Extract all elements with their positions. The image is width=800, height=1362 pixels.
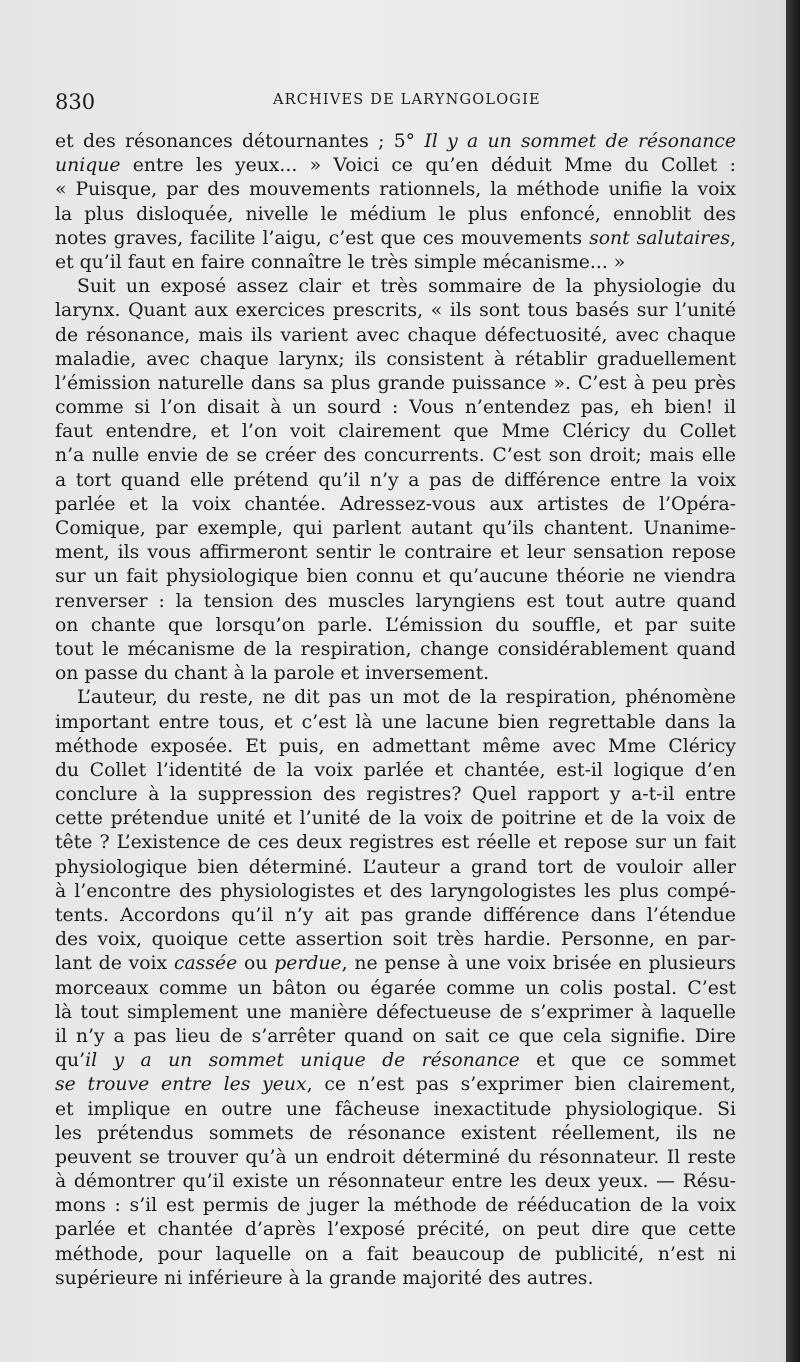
text-run: on passe du chant à la parole et inversement. <box>55 663 490 685</box>
italic-text: il y a un sommet unique de résonance <box>85 1050 520 1072</box>
text-line <box>55 590 736 614</box>
text-line <box>55 444 736 468</box>
text-line <box>55 517 736 541</box>
italic-text: sont salutaires <box>589 227 731 249</box>
text-run: Suit un exposé assez clair et très sommaire de la physiologie du <box>77 276 736 298</box>
text-line <box>55 275 736 299</box>
text-run: du Collet l’identité de la voix parlée et chantée, est-il logique d’en <box>55 759 736 781</box>
text-run: là tout simplement une manière défectueuse de s’exprimer à laquelle <box>55 1001 737 1023</box>
text-line <box>55 856 736 880</box>
text-line <box>55 783 736 807</box>
text-run: qu’ <box>55 1050 86 1072</box>
text-run: larynx. Quant aux exercices prescrits, « ils sont tous basés sur l’unité <box>55 300 736 322</box>
text-line <box>55 880 736 904</box>
text-run: des voix, quoique cette assertion soit très hardie. Personne, en par- <box>55 929 737 951</box>
paragraph <box>55 275 736 686</box>
text-run: conclure à la suppression des registres? Quel rapport y a-t-il entre <box>55 784 736 806</box>
text-run: méthode exposée. Et puis, en admettant même avec Mme Cléricy <box>55 735 737 757</box>
text-line <box>55 1218 736 1242</box>
text-run: on chante que lorsqu’on parle. L’émission du souffle, et par suite <box>55 614 737 636</box>
text-run: physiologique bien déterminé. L’auteur a grand tort de vouloir aller <box>55 856 736 878</box>
text-run: l’émission naturelle dans sa plus grande puissance ». C’est à peu près <box>55 372 737 394</box>
text-line <box>55 541 736 565</box>
italic-text: cassée <box>173 953 238 975</box>
text-run: important entre tous, et c’est là une lacune bien regrettable dans la <box>55 711 736 733</box>
italic-text: perdue <box>274 953 342 975</box>
text-line <box>55 493 736 517</box>
text-run: peuvent se trouver qu’à un endroit déterminé du résonnateur. Il reste <box>55 1146 737 1168</box>
text-line <box>55 1146 736 1170</box>
running-title: ARCHIVES DE LARYNGOLOGIE <box>273 92 541 108</box>
text-line <box>55 1267 736 1291</box>
paragraph <box>55 130 736 275</box>
text-line <box>55 154 736 178</box>
text-line <box>55 735 736 759</box>
text-line <box>55 1073 736 1097</box>
text-line <box>55 807 736 831</box>
text-run: cette prétendue unité et l’unité de la voix de poitrine et de la voix de <box>55 808 736 830</box>
text-line <box>55 1170 736 1194</box>
text-run: , ce n’est pas s’exprimer bien clairement, <box>306 1074 736 1096</box>
text-line <box>55 1243 736 1267</box>
text-line <box>55 251 736 275</box>
text-line <box>55 1025 736 1049</box>
text-line <box>55 977 736 1001</box>
text-run: et que ce sommet <box>519 1050 737 1072</box>
text-run: parlée et chantée d’après l’exposé précité, on peut dire que cette <box>55 1219 736 1241</box>
text-run: lant de voix <box>55 953 174 975</box>
text-line <box>55 686 736 710</box>
text-run: méthode, pour laquelle on a fait beaucoup de publicité, n’est ni <box>55 1243 736 1265</box>
page-header <box>55 90 735 120</box>
text-run: les prétendus sommets de résonance existent réellement, ils ne <box>55 1122 737 1144</box>
page-edge-shadow <box>786 0 800 1362</box>
text-line <box>55 1049 736 1073</box>
text-line <box>55 396 736 420</box>
text-run: sur un fait physiologique bien connu et qu’aucune théorie ne viendra <box>55 566 736 588</box>
text-run: et qu’il faut en faire connaître le très simple mécanisme... » <box>55 251 626 273</box>
text-run: ment, ils vous affirmeront sentir le contraire et leur sensation repose <box>55 542 737 564</box>
text-run: , <box>730 227 737 249</box>
text-run: entre les yeux... » Voici ce qu’en déduit Mme du Collet : <box>120 155 736 177</box>
text-line <box>55 614 736 638</box>
text-run: et implique en outre une fâcheuse inexactitude physiologique. Si <box>55 1098 736 1120</box>
body-text <box>55 130 736 1291</box>
text-line <box>55 565 736 589</box>
text-run: n’a nulle envie de se créer des concurrents. C’est son droit; mais elle <box>55 445 737 467</box>
text-run: la plus disloquée, nivelle le médium le plus enfoncé, ennoblit des <box>55 203 737 225</box>
text-run: tout le mécanisme de la respiration, change considérablement quand <box>55 638 736 660</box>
text-run: a tort quand elle prétend qu’il n’y a pas de différence entre la voix <box>55 469 736 491</box>
text-line <box>55 324 736 348</box>
text-line <box>55 1194 736 1218</box>
text-run: tête ? L’existence de ces deux registres est réelle et repose sur un fait <box>55 832 736 854</box>
text-line <box>55 130 736 154</box>
text-line <box>55 299 736 323</box>
text-run: comme si l’on disait à un sourd : Vous n’entendez pas, eh bien! il <box>55 397 736 419</box>
text-line <box>55 372 736 396</box>
text-run: et des résonances détournantes ; 5° <box>55 131 425 152</box>
text-run: , ne pense à une voix brisée en plusieurs <box>341 953 737 975</box>
text-line <box>55 662 736 686</box>
text-line <box>55 711 736 735</box>
text-run: « Puisque, par des mouvements rationnels, la méthode unifie la voix <box>55 179 737 201</box>
text-line <box>55 904 736 928</box>
text-run: ou <box>237 953 275 975</box>
text-line <box>55 1122 736 1146</box>
text-run: supérieure ni inférieure à la grande majorité des autres. <box>55 1267 594 1289</box>
text-line <box>55 638 736 662</box>
text-line <box>55 178 736 202</box>
text-run: Comique, par exemple, qui parlent autant qu’ils chantent. Unanime- <box>55 518 737 539</box>
text-run: renverser : la tension des muscles laryngiens est tout autre quand <box>55 590 736 612</box>
italic-text: se trouve entre les yeux <box>55 1074 307 1096</box>
text-run: de résonance, mais ils varient avec chaque défectuosité, avec chaque <box>55 324 737 346</box>
text-line <box>55 420 736 444</box>
text-line <box>55 1001 736 1025</box>
italic-text: Il y a un sommet de résonance <box>424 131 737 152</box>
text-line <box>55 203 736 227</box>
text-run: mons : s’il est permis de juger la méthode de rééducation de la voix <box>55 1195 737 1217</box>
text-line <box>55 348 736 372</box>
text-line <box>55 469 736 493</box>
text-line <box>55 952 736 976</box>
text-run: tents. Accordons qu’il n’y ait pas grande différence dans l’étendue <box>55 905 737 926</box>
text-run: il n’y a pas lieu de s’arrêter quand on sait ce que cela signifie. Dire <box>55 1025 736 1047</box>
text-run: L’auteur, du reste, ne dit pas un mot de la respiration, phénomène <box>77 687 736 709</box>
paragraph <box>55 686 736 1291</box>
text-run: faut entendre, et l’on voit clairement que Mme Cléricy du Collet <box>55 421 737 443</box>
text-line <box>55 1098 736 1122</box>
page-number: 830 <box>55 90 96 114</box>
text-run: maladie, avec chaque larynx; ils consistent à rétablir graduellement <box>55 348 737 370</box>
italic-text: unique <box>55 155 121 177</box>
text-line <box>55 759 736 783</box>
text-run: parlée et la voix chantée. Adressez-vous aux artistes de l’Opéra- <box>55 493 737 515</box>
text-line <box>55 831 736 855</box>
text-run: à démontrer qu’il existe un résonnateur entre les deux yeux. — Résu- <box>55 1171 736 1193</box>
text-line <box>55 227 736 251</box>
text-line <box>55 928 736 952</box>
text-run: notes graves, facilite l’aigu, c’est que ces mouvements <box>55 227 590 249</box>
text-run: à l’encontre des physiologistes et des laryngologistes les plus compé- <box>55 880 736 902</box>
text-run: morceaux comme un bâton ou égarée comme un colis postal. C’est <box>55 977 737 999</box>
